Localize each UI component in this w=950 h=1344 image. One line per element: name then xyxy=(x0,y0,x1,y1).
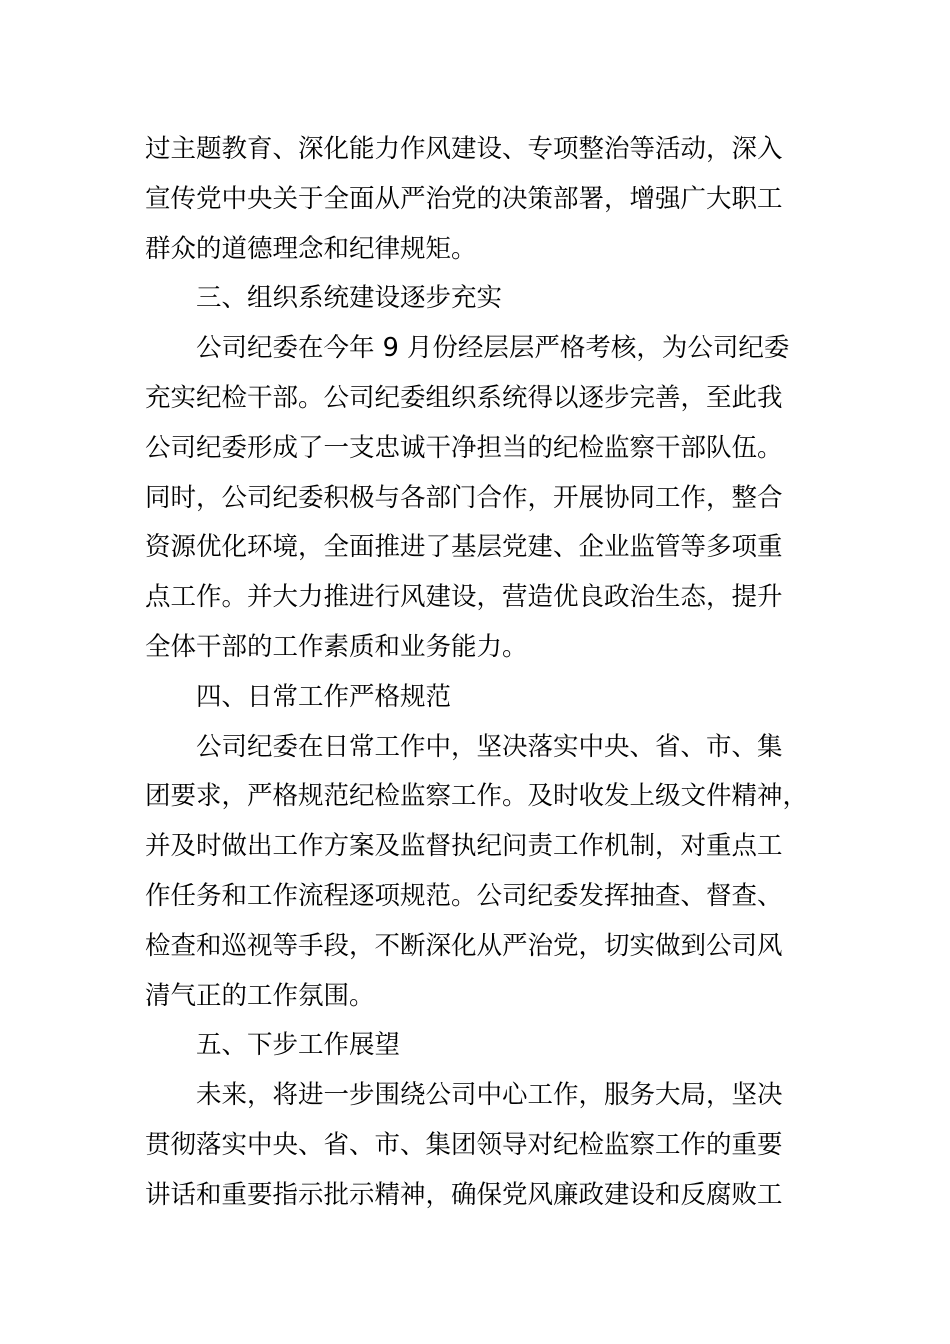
paragraph-line: 公司纪委在今年 9 月份经层层严格考核，为公司纪委 xyxy=(196,333,790,364)
paragraph-line: 并及时做出工作方案及监督执纪问责工作机制，对重点工 xyxy=(145,831,783,862)
paragraph-line: 全体干部的工作素质和业务能力。 xyxy=(145,631,528,662)
paragraph-line: 讲话和重要指示批示精神，确保党风廉政建设和反腐败工 xyxy=(145,1179,783,1210)
section-heading: 四、日常工作严格规范 xyxy=(196,681,452,712)
paragraph-line: 公司纪委形成了一支忠诚干净担当的纪检监察干部队伍。 xyxy=(145,432,783,463)
paragraph-line: 群众的道德理念和纪律规矩。 xyxy=(145,233,477,264)
section-heading: 五、下步工作展望 xyxy=(196,1030,401,1061)
document-body xyxy=(145,125,825,1221)
paragraph-line: 作任务和工作流程逐项规范。公司纪委发挥抽查、督查、 xyxy=(145,880,783,911)
paragraph-line: 同时，公司纪委积极与各部门合作，开展协同工作，整合 xyxy=(145,482,783,513)
paragraph-line: 检查和巡视等手段，不断深化从严治党，切实做到公司风 xyxy=(145,930,783,961)
paragraph-line: 宣传党中央关于全面从严治党的决策部署，增强广大职工 xyxy=(145,183,783,214)
section-heading: 三、组织系统建设逐步充实 xyxy=(196,283,503,314)
paragraph-line: 贯彻落实中央、省、市、集团领导对纪检监察工作的重要 xyxy=(145,1129,783,1160)
paragraph-line: 清气正的工作氛围。 xyxy=(145,980,375,1011)
paragraph-line: 公司纪委在日常工作中，坚决落实中央、省、市、集 xyxy=(196,731,783,762)
paragraph-line: 未来，将进一步围绕公司中心工作，服务大局，坚决 xyxy=(196,1080,783,1111)
paragraph-line: 点工作。并大力推进行风建设，营造优良政治生态，提升 xyxy=(145,582,783,613)
paragraph-line: 资源优化环境，全面推进了基层党建、企业监管等多项重 xyxy=(145,532,783,563)
paragraph-line: 团要求，严格规范纪检监察工作。及时收发上级文件精神， xyxy=(145,781,809,812)
paragraph-line: 过主题教育、深化能力作风建设、专项整治等活动，深入 xyxy=(145,134,783,164)
paragraph-line: 充实纪检干部。公司纪委组织系统得以逐步完善，至此我 xyxy=(145,382,783,413)
